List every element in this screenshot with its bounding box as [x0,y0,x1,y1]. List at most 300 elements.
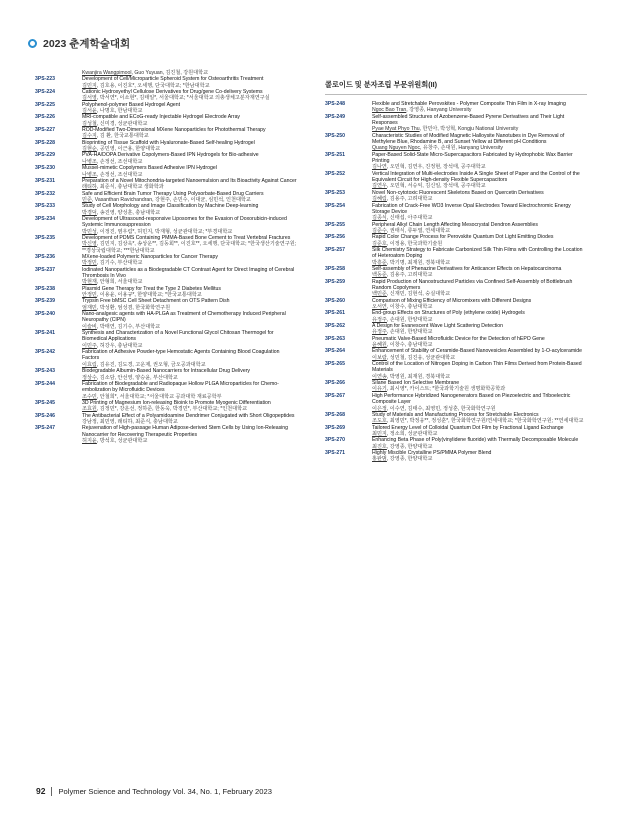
poster-code: 3PS-223 [35,76,56,83]
poster-entry [325,152,587,171]
poster-entry [35,127,297,140]
right-column [325,80,587,463]
poster-body [372,336,587,349]
poster-title: The Antibacterial Effect of a Polyamidoamine Dendrimer Conjugated with Short Oligopeptides [82,412,295,419]
poster-title: Bioprinting of Tissue Scaffold with Hyaluronate-Based Self-healing Hydrogel [82,139,255,146]
author-list: , 방석호, 성균관대학교 [96,437,148,444]
poster-code: 3PS-267 [325,392,346,399]
author-list: , 오민혁, 김연우, 진정현, 장석태, 공주대학교 [386,164,486,171]
poster-code: 3PS-240 [35,311,56,318]
header-title: 2023 춘계학술대회 [43,38,131,50]
poster-title: Trypsin Free bMSC Cell Sheet Detachment on OTS Pattern Dish [82,298,230,305]
poster-code: 3PS-261 [325,310,346,317]
poster-code: 3PS-239 [35,298,56,305]
poster-code: 3PS-269 [325,424,346,431]
poster-body [372,310,587,323]
poster-title: 3D Printing of Magnesium Ion-releasing Bioink to Promote Myogenic Differentiation [82,399,271,406]
poster-body [82,152,297,165]
presenter-name: 박민성 [82,228,97,235]
poster-entry [35,425,297,444]
poster-code: 3PS-243 [35,368,56,375]
author-list: , Vasanthan Ravichandran, 강현주, 손민수, 이대균, 심민석, 인천대학교 [91,196,251,203]
author-list: , 권태식, 류두열, 연세대학교 [386,227,451,234]
poster-title: Flexible and Stretchable Perovskites - Polymer Composite Thin Film in X-ray Imaging [372,101,566,107]
poster-body [82,191,297,204]
poster-body [82,330,297,349]
author-list: , 이수연, 김태수, 최영민, 정성훈, 한국화학연구원 [386,405,496,412]
presenter-name: 허지윤 [82,437,97,444]
poster-body [82,114,297,127]
poster-entry [325,101,587,114]
poster-title: End-group Effects on Structures of Poly (ethylene oxide) Hydrogels [372,310,525,317]
poster-body [82,203,297,216]
poster-body [372,437,587,450]
poster-entry [325,323,587,336]
presenter-name: 엄재민 [82,304,97,311]
poster-body [82,425,297,444]
poster-title: Polyphenol-polymer Based Hydrogel Agent [82,101,181,108]
poster-entry [325,266,587,279]
poster-body [82,89,297,102]
presenter-name: 김혜림 [372,196,387,203]
poster-entry [325,336,587,349]
poster-title: Safe and Efficient Brain Tumor Therapy Using Polysorbate-Based Drug Carriers [82,190,264,197]
presenter-name: 김서윤 [82,108,97,115]
author-list: , 김기수, 부산대학교 [96,260,143,267]
author-list: , 최영민*, 박정웅**, 정성훈*, 한국화학연구원/연세대학교; *한국화학연구원; **연세대학교 [386,418,584,425]
poster-title: Rapid Production of Nanostructured Particles via Confined Self-Assembly of Bottlebrush Random Copolymers [372,278,573,291]
poster-title: A Design for Evanescent Wave Light Scattering Detection [372,323,503,330]
footer-divider [51,787,52,796]
poster-body [372,133,587,152]
poster-entry [325,310,587,323]
poster-entry [325,133,587,152]
poster-entry [325,222,587,235]
author-list: , 최시영*, 카이스트; *한국과학기술원 생명화학공학과 [386,386,506,393]
poster-code: 3PS-238 [35,285,56,292]
poster-entry [35,203,297,216]
author-list: , 박태연, 김기수, 부산대학교 [96,323,161,330]
poster-body [82,216,297,235]
author-list: , 성민철, 김진웅, 성균관대학교 [386,354,456,361]
poster-entry [35,89,297,102]
author-list: , 오민혁, 서승익, 김신일, 장석태, 공주대학교 [386,183,486,190]
poster-title: Development of Ultrasound-responsive Liposomes for the Evasion of Doxorubicin-induced Systemic Immunosuppression [82,215,287,229]
poster-body [372,425,587,438]
author-list: , 손대원, 한양대학교 [386,329,433,336]
poster-title: Silane Based Ion Selective Membrane [372,380,460,387]
author-list: , 김용주, 고려대학교 [386,272,433,279]
poster-title: Fabrication of Biodegradable and Radiopaque Hollow PLGA Microparticles for Chemo-embolization by Microfluidic Devices [82,380,279,394]
presenter-name: 이은정 [372,405,387,412]
poster-body [372,114,587,133]
poster-code: 3PS-262 [325,323,346,330]
poster-title: PVA-HA/DOPA Derivative Copolymers-Based IPN Hydrogels for Bio-adhesive [82,152,259,159]
presenter-name: 조도호 [372,418,387,425]
poster-title: Silk Chemistry Strategy to Fabricate Carbonized Silk Thin Films with Controlling the Location of Heteroatom Doping [372,246,583,260]
author-list: , 신재민, 김현석, 숭실대학교 [386,291,451,298]
poster-title: Control of the Location of Nitrogen Doping in Carbon Thin Films Derived from Protein-Based Materials [372,361,582,374]
poster-code: 3PS-263 [325,335,346,342]
poster-title: Preparation of a Novel Mitochondria-targeted Nanoemulsion and Its Bioactivity Against Cancer [82,177,297,184]
author-list: , 강영종, 한양대학교 [386,443,433,450]
author-list: , 김호용, 이진호*, 오세행, 단국대학교; *한남대학교 [96,82,210,89]
presenter-name: 조효원 [82,406,97,413]
poster-body [372,247,587,266]
poster-body [372,152,587,171]
poster-entry [325,247,587,266]
presenter-name: 나병조 [82,171,97,178]
poster-code: 3PS-234 [35,215,56,222]
poster-entry [35,191,297,204]
poster-title: Iodinated Nanoparticles as a Biodegradable CT Contrast Agent for Direct Imaging of Cerebral Thrombosis In Vivo [82,266,295,279]
author-list: , 정소희, 성균관대학교 [386,430,438,437]
poster-entry [35,102,297,115]
poster-entry [35,254,297,267]
poster-code: 3PS-249 [325,113,346,120]
poster-entry [35,178,297,191]
presenter-name: 김서영 [82,95,97,102]
poster-code: 3PS-230 [35,165,56,172]
presenter-name: 김준호 [372,240,387,247]
presenter-name: 김준수 [372,227,387,234]
presenter-name: 안정민 [82,292,97,299]
presenter-name: Kwanjira Wangpimool [82,70,132,76]
presenter-name: 이효림 [82,361,97,368]
poster-code: 3PS-257 [325,246,346,253]
poster-title: Enhancement of Stability of Ceramide-Based Nanovesicles Assembled by 1-O-acylceramide [372,348,583,355]
presenter-name: 래티하 [82,184,97,191]
poster-code: 3PS-265 [325,361,346,368]
author-list: , Guo Yuyuan, 김진철, 강원대학교 [131,70,209,76]
presenter-name: 정상수 [82,374,97,381]
presenter-name: Quang Nguyen Ngoc [372,145,421,152]
poster-title: Synthesis and Characterization of a Novel Functional Glycol Chitosan Thermogel for Biomedical Applications [82,330,274,343]
presenter-name: 홍완범 [372,456,387,463]
poster-title: Paper-Based Solid-State Micro-Supercapacitors Fabricated by Hydrophobic Wax Barrier Printing [372,151,573,165]
poster-entry [325,190,587,203]
presenter-name: 민준 [82,196,92,203]
author-list: , 최준식, 충남대학교 생화학과 [96,184,164,191]
poster-entry [325,393,587,412]
poster-entry [35,413,297,426]
poster-title: Self-assembled Structures of Azobenzene-Based Pyrene Derivatives and Their Light Responses [372,113,565,127]
poster-body [372,380,587,393]
poster-body [82,400,297,413]
poster-entry [325,348,587,361]
poster-entry [35,267,297,286]
poster-entry [325,450,587,463]
poster-entry [325,412,587,425]
poster-code: 3PS-246 [35,412,56,419]
poster-code: 3PS-247 [35,425,56,432]
poster-entry [35,114,297,127]
presenter-name: 이유기 [372,386,387,393]
poster-title: Peripheral Alkyl Chain Length Affecting Mesocrystal Dendron Assemblies [372,221,538,228]
circle-bullet-icon [28,39,37,48]
poster-title: Nano-analgesic agents with HA-PLGA as Treatment of Chemotherapy Induced Peripheral Neuropathy (CIPN) [82,311,286,324]
poster-body [82,127,297,140]
poster-entry [35,349,297,368]
poster-authors [82,241,297,254]
poster-code: 3PS-252 [325,170,346,177]
poster-code: 3PS-224 [35,89,56,96]
author-list: , 김유진, 김도경, 고운제, 권오형, 금오공과대학교 [96,361,206,368]
poster-title: Study of Cell Morphology and Image Classification by Machine Deep-learning [82,203,259,210]
poster-title: Development of PDMS Containing PMMA-Based Bone Cement to Treat Vertebral Fractures [82,234,291,241]
poster-entry [325,234,587,247]
presenter-name: 최진호 [372,443,387,450]
presenter-name: 나병조 [82,158,97,165]
presenter-name: 백민준 [372,291,387,298]
poster-entry [35,311,297,330]
poster-code: 3PS-258 [325,265,346,272]
poster-body [82,254,297,267]
presenter-name: 유정주 [372,329,387,336]
section-heading: 콜로이드 및 분자조립 부문위원회(II) [325,80,587,95]
author-list: , 강영종, 한양대학교 [386,456,433,463]
poster-code: 3PS-228 [35,139,56,146]
author-list: , 송진영, 양성훈, 충남대학교 [96,209,161,216]
page-footer [36,786,272,796]
presenter-name: 김민지 [82,82,97,89]
author-list: , 박성환, 엄성겸, 한국화학연구원 [96,304,171,311]
author-list: , 손정선, 조선대학교 [96,171,143,178]
poster-body [82,165,297,178]
author-list: , 이창수, 충남대학교 [386,304,433,310]
presenter-name: 조수민 [82,393,97,400]
poster-code: 3PS-253 [325,189,346,196]
poster-entry [325,171,587,190]
poster-entry [35,298,297,311]
author-list: , 이정진, 염우림*, 허민지, 박재형, 성균관대학교; *부경대학교 [96,228,233,235]
poster-code: 3PS-225 [35,101,56,108]
poster-code: 3PS-259 [325,278,346,285]
poster-body [82,235,297,254]
poster-body [82,267,297,286]
poster-entry [35,165,297,178]
poster-entry [35,76,297,89]
poster-title: Plasmid Gene Therapy for Treat the Type 2 Diabetes Mellitus [82,285,221,292]
page-header [28,36,130,51]
author-list: , 김소담, 안선영, 양승윤, 부산대학교 [96,374,178,381]
poster-title: MXene-loaded Polymeric Nanoparticles for Cancer Therapy [82,253,218,260]
poster-code: 3PS-227 [35,127,56,134]
presenter-name: Pyae Myat Phyo Thu [372,126,420,133]
author-list: , 나명호, 한남대학교 [96,108,143,115]
poster-code: 3PS-264 [325,348,346,355]
poster-code: 3PS-226 [35,114,56,121]
poster-title: Highly Miscible Crystalline PS/PMMA Polymer Blend [372,449,492,456]
poster-title: Tailored Energy Level of Colloidal Quantum Dot Film by Fractional Ligand Exchange [372,424,564,431]
poster-code: 3PS-254 [325,202,346,209]
presenter-name: 박경덕 [82,209,97,216]
poster-entry [325,279,587,298]
poster-list-left [35,76,297,444]
poster-title: MRI-compatible and ECoG-ready Injectable Hydrogel Electrode Array [82,114,241,121]
poster-body [82,311,297,330]
presenter-name: 김성철 [82,120,97,127]
presenter-name: 박신영 [82,241,97,248]
poster-code: 3PS-251 [325,151,346,158]
poster-body [372,266,587,279]
author-list: , 안철희*, 서울대학교; *서울대학교 공과대학 재료공학부 [96,393,222,400]
poster-code: 3PS-270 [325,437,346,444]
poster-code: 3PS-260 [325,297,346,304]
author-list: , 김정민*, 강운선, 정하준, 한동욱, 박경민*, 부산대학교; *인천대학교 [96,406,248,413]
presenter-name: 이슬비 [82,323,97,330]
poster-title: Pneumatic Valve-Based Microfluidic Device for the Detection of hEPO Gene [372,335,545,342]
poster-title: Cationic Hydroxyethyl Cellulose Derivatives for Drug/gene Co-delivery Systems [82,89,263,96]
poster-entry [325,298,587,311]
author-list: , 공민영, 이근용, 한양대학교 [96,146,161,153]
author-list: , 손정선, 조선대학교 [96,158,143,165]
poster-code: 3PS-235 [35,234,56,241]
author-list: , 한민아, 박성혁, Kongju National University [419,126,519,133]
author-list: , 이용윤, 이용규*, 한양대학교; *한국교통대학교 [96,292,202,299]
poster-body [372,298,587,311]
poster-code: 3PS-271 [325,449,346,456]
poster-body [372,190,587,203]
author-list: , 유창주, 손대원, Hanyang University [420,145,503,152]
poster-code: 3PS-244 [35,380,56,387]
poster-entry [35,400,297,413]
journal-name: Polymer Science and Technology Vol. 34, No. 1, February 2023 [58,786,272,796]
poster-entry [325,203,587,222]
poster-authors [82,438,297,444]
author-list: , 박기명, 최재원, 경북대학교 [386,259,451,266]
poster-title: Characteristic Studies of Modified Magnetic Halloysite Nanotubes in Dye Removal of Methylene Blue, Rhodamine B, and Sunset Yellow at Different pH Conditions [372,132,565,146]
poster-title: Vertical Integration of Multi-electrodes Inside A Single Sheet of Paper and the Control of the Equivalent Circuit for High-density Flexible Supercapacitors [372,170,580,184]
poster-title: Fabrication of Adhesive Powder-type Hemostatic Agents Containing Blood Coagulation Factors [82,349,280,362]
author-list: , 강영종, Hanyang University [406,107,472,114]
poster-entry [35,330,297,349]
presenter-name: 유정주 [372,316,387,323]
poster-entry [35,140,297,153]
poster-entry [325,437,587,450]
poster-code: 3PS-256 [325,234,346,241]
presenter-name: 김연우 [372,183,387,190]
poster-code: 3PS-248 [325,101,346,107]
author-list: , 신미경, 성균관대학교 [96,120,148,127]
poster-body [82,102,297,115]
page-number: 92 [36,786,46,796]
poster-title: Mussel-mimetic Copolymers Based Adhesive IPN Hydrogel [82,165,217,172]
poster-list-right [325,101,587,463]
author-list: , 김민지, 김상욱*, 송상운**, 김동회**, 이진호**, 오세행, 단국대학교; *한국생산기술연구원; **경상국립대학교; ***한남대학교 [82,241,297,254]
presenter-name: 오서연 [372,304,387,310]
presenter-name: 김수지 [82,133,97,140]
poster-body [372,203,587,222]
poster-title: Enhancing Beta Phase of Poly(vinylidene fluoride) with Thermally Decomposable Molecule [372,437,579,444]
poster-body [372,450,587,463]
poster-body [372,171,587,190]
author-list: , 손대원, 한양대학교 [386,316,433,323]
poster-entry [35,286,297,299]
presenter-name: 김나연 [372,164,387,171]
poster-entry [35,152,297,165]
poster-body [82,140,297,153]
poster-title: High Performance Hybridized Nanogenerators Based on Piezoelectric and Triboelectric Composite Layer [372,392,571,406]
author-list: , 김 환, 한국교통대학교 [96,133,149,140]
poster-entry [325,380,587,393]
author-list: , 박서연*, 이소현*, 김태일*, 서울대학교; *서울대학교 의총생체고분자재연구실 [96,95,270,102]
poster-entry [325,361,587,380]
poster-code: 3PS-268 [325,411,346,418]
poster-title: Fabrication of Crack-Free WO3 Inverse Opal Electrodes Toward Electrochromic Energy Storage Device [372,202,571,215]
presenter-name: 박정민 [82,260,97,267]
poster-body [372,393,587,412]
presenter-name: 최민지 [372,430,387,437]
poster-body [372,222,587,235]
poster-entry [325,425,587,438]
left-column [35,70,297,444]
presenter-name: 김현순 [82,146,97,153]
poster-code: 3PS-232 [35,190,56,197]
poster-body [372,279,587,298]
poster-entry [35,216,297,235]
poster-code: 3PS-241 [35,330,56,337]
poster-code: 3PS-233 [35,203,56,210]
poster-title: Development of Cell/Microparticle Spheroid System for Osteoarthritis Treatment [82,76,264,83]
poster-entry [35,235,297,254]
poster-body [372,323,587,336]
poster-title: Comparison of Mixing Efficiency of Micromixers with Different Designs [372,297,532,304]
poster-title: Novel Non-cytotoxic Fluorescent Skeletons Based on Quercetin Derivatives [372,189,544,196]
poster-authors [372,456,587,462]
poster-body [372,234,587,247]
poster-body [82,381,297,400]
author-list: , 허강우, 충남대학교 [96,342,143,349]
author-list: 강남정, 최민영, 래티하, 최준식, 충남대학교 [82,418,178,425]
author-list: , 김용주, 고려대학교 [386,196,433,203]
poster-code: 3PS-245 [35,399,56,406]
poster-body [372,361,587,380]
author-list: , 신태섭, 아주대학교 [386,215,433,222]
presenter-name: 윤혜원 [372,342,387,349]
poster-code: 3PS-255 [325,221,346,228]
presenter-name: 이민주 [82,342,97,349]
author-list: , 이정용, 한국과학기술원 [386,240,443,247]
poster-code: 3PS-250 [325,132,346,139]
poster-code: 3PS-237 [35,266,56,273]
poster-entry [325,114,587,133]
poster-title: ROD-Modified Two-Dimensional MXene Nanoparticles for Photothermal Therapy [82,127,266,134]
poster-title: Rapid Color Change Process for Perovskite Quantum Dot Light Emitting Diodes [372,234,554,241]
poster-body [82,178,297,191]
poster-body [82,413,297,426]
poster-code: 3PS-231 [35,177,56,184]
presenter-name: 백동준 [372,272,387,279]
presenter-name: 이연송 [372,373,387,380]
poster-body [82,349,297,368]
poster-code: 3PS-242 [35,349,56,356]
poster-code: 3PS-229 [35,152,56,159]
presenter-name: 김종식 [372,215,387,222]
poster-entry [35,368,297,381]
poster-body [372,412,587,425]
poster-body [82,368,297,381]
poster-title: Study of Materials and Manufacturing Process for Stretchable Electronics [372,411,539,418]
poster-title: Rejuvenation of High-passage Human Adipose-derived Stem Cells by Using Ion-Releasing Nanocarrier for Recovering Therapeutic Properties [82,425,289,438]
presenter-name: 박현재 [82,279,97,286]
poster-code: 3PS-266 [325,380,346,387]
poster-body [82,76,297,89]
presenter-name: 박흥준 [372,259,387,266]
poster-title: Biodegradable Albumin-Based Nanocarriers for Intracellular Drug Delivery [82,368,251,375]
poster-body [372,348,587,361]
poster-body [82,298,297,311]
